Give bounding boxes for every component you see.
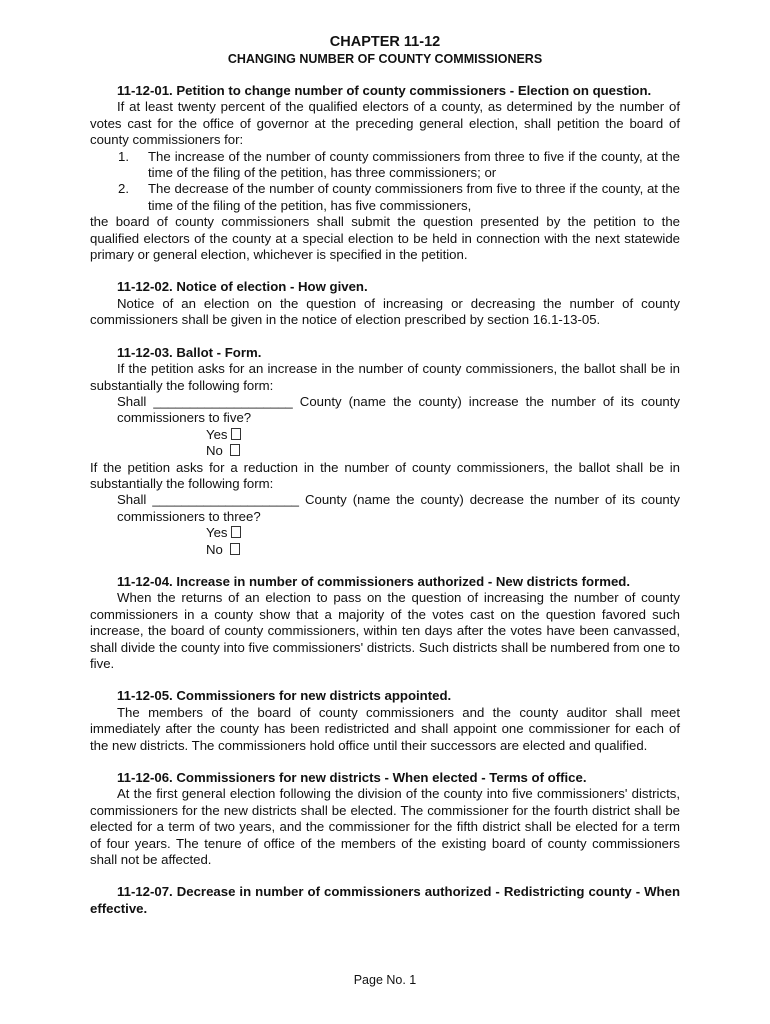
ballot-choice-no (90, 542, 680, 558)
checkbox-icon (230, 543, 240, 555)
page-number: Page No. 1 (353, 973, 417, 987)
section-11-12-03 (90, 345, 680, 558)
section-11-12-01 (90, 83, 680, 263)
ballot-choice-label: Yes (206, 525, 228, 541)
section-paragraph: When the returns of an election to pass on the question of increasing the number of county commissioners in a county show that a majority of the votes cast on the question favored such increase, the board of county commissioners, within ten days after the votes have been canvassed, shall divide the county into five commissioners' districts. Such districts shall be numbered from one to five. (90, 590, 680, 671)
section-paragraph: The members of the board of county commissioners and the county auditor shall meet immediately after the county has been redistricted and shall appoint one commissioner for each of the new districts. The commissioners hold office until their successors are elected and qualified. (90, 704, 680, 753)
numbered-list (90, 149, 680, 215)
section-11-12-06 (90, 770, 680, 868)
ballot-choice-yes (90, 427, 680, 443)
section-paragraph: If the petition asks for a reduction in the number of county commissioners, the ballot shall be in substantially the following form: (90, 459, 680, 491)
section-paragraph: If at least twenty percent of the qualified electors of a county, as determined by the number of votes cast for the office of governor at the preceding general election, shall petition the board of county commissioners for: (90, 99, 680, 148)
checkbox-icon (231, 526, 241, 538)
ballot-choice-label: Yes (206, 426, 228, 442)
ballot-choice-label: No (206, 541, 223, 557)
section-heading: 11-12-01. Petition to change number of county commissioners - Election on question. (117, 83, 652, 98)
checkbox-icon (231, 428, 241, 440)
chapter-title: CHAPTER 11-12 (329, 34, 441, 50)
section-paragraph: At the first general election following the division of the county into five commissioners' districts, commissioners for the new districts shall be elected. The commissioner for the fourth district shall be elected for a term of two years, and the commissioner for the fifth district shall be elected for a term of four years. The tenure of office of the members of the existing board of county commissioners shall not be affected. (90, 786, 680, 868)
document-body (90, 33, 680, 933)
section-11-12-04 (90, 574, 680, 672)
section-paragraph: the board of county commissioners shall submit the question presented by the petition to the qualified electors of the county at a special election to be held in connection with the next statewide primary or general election, whichever is specified in the petition. (90, 214, 680, 263)
section-heading: 11-12-02. Notice of election - How given. (117, 279, 368, 295)
ballot-choice-yes (90, 525, 680, 541)
section-11-12-02 (90, 279, 680, 328)
list-item-number: 1. (118, 148, 129, 164)
checkbox-icon (230, 444, 240, 456)
section-heading: 11-12-03. Ballot - Form. (117, 344, 262, 360)
section-heading: 11-12-05. Commissioners for new districts appointed. (117, 688, 452, 704)
ballot-choice-no (90, 443, 680, 459)
list-item-text: The increase of the number of county commissioners from three to five if the county, at the time of the filing of the petition, has three commissioners; or (148, 148, 680, 181)
list-item (90, 181, 680, 214)
section-11-12-05 (90, 688, 680, 754)
ballot-choice-label: No (206, 443, 223, 459)
section-paragraph: If the petition asks for an increase in the number of county commissioners, the ballot shall be in substantially the following form: (90, 361, 680, 393)
section-heading: 11-12-04. Increase in number of commissioners authorized - New districts formed. (117, 573, 630, 589)
list-item (90, 149, 680, 182)
list-item-number: 2. (118, 181, 129, 197)
section-11-12-07 (90, 884, 680, 917)
chapter-subtitle: CHANGING NUMBER OF COUNTY COMMISSIONERS (227, 52, 543, 66)
section-paragraph: Notice of an election on the question of increasing or decreasing the number of county commissioners shall be given in the notice of election prescribed by section 16.1-13-05. (90, 295, 680, 328)
list-item-text: The decrease of the number of county commissioners from five to three if the county, at the time of the filing of the petition, has five commissioners, (148, 181, 680, 213)
section-heading: 11-12-07. Decrease in number of commissioners authorized - Redistricting county - When effective. (90, 884, 680, 916)
ballot-form-decrease: Shall ____________________ County (name the county) decrease the number of its county commissioners to three? (117, 492, 680, 524)
section-heading: 11-12-06. Commissioners for new districts - When elected - Terms of office. (117, 770, 587, 786)
ballot-form-increase: Shall ___________________ County (name the county) increase the number of its county commissioners to five? (117, 393, 680, 426)
